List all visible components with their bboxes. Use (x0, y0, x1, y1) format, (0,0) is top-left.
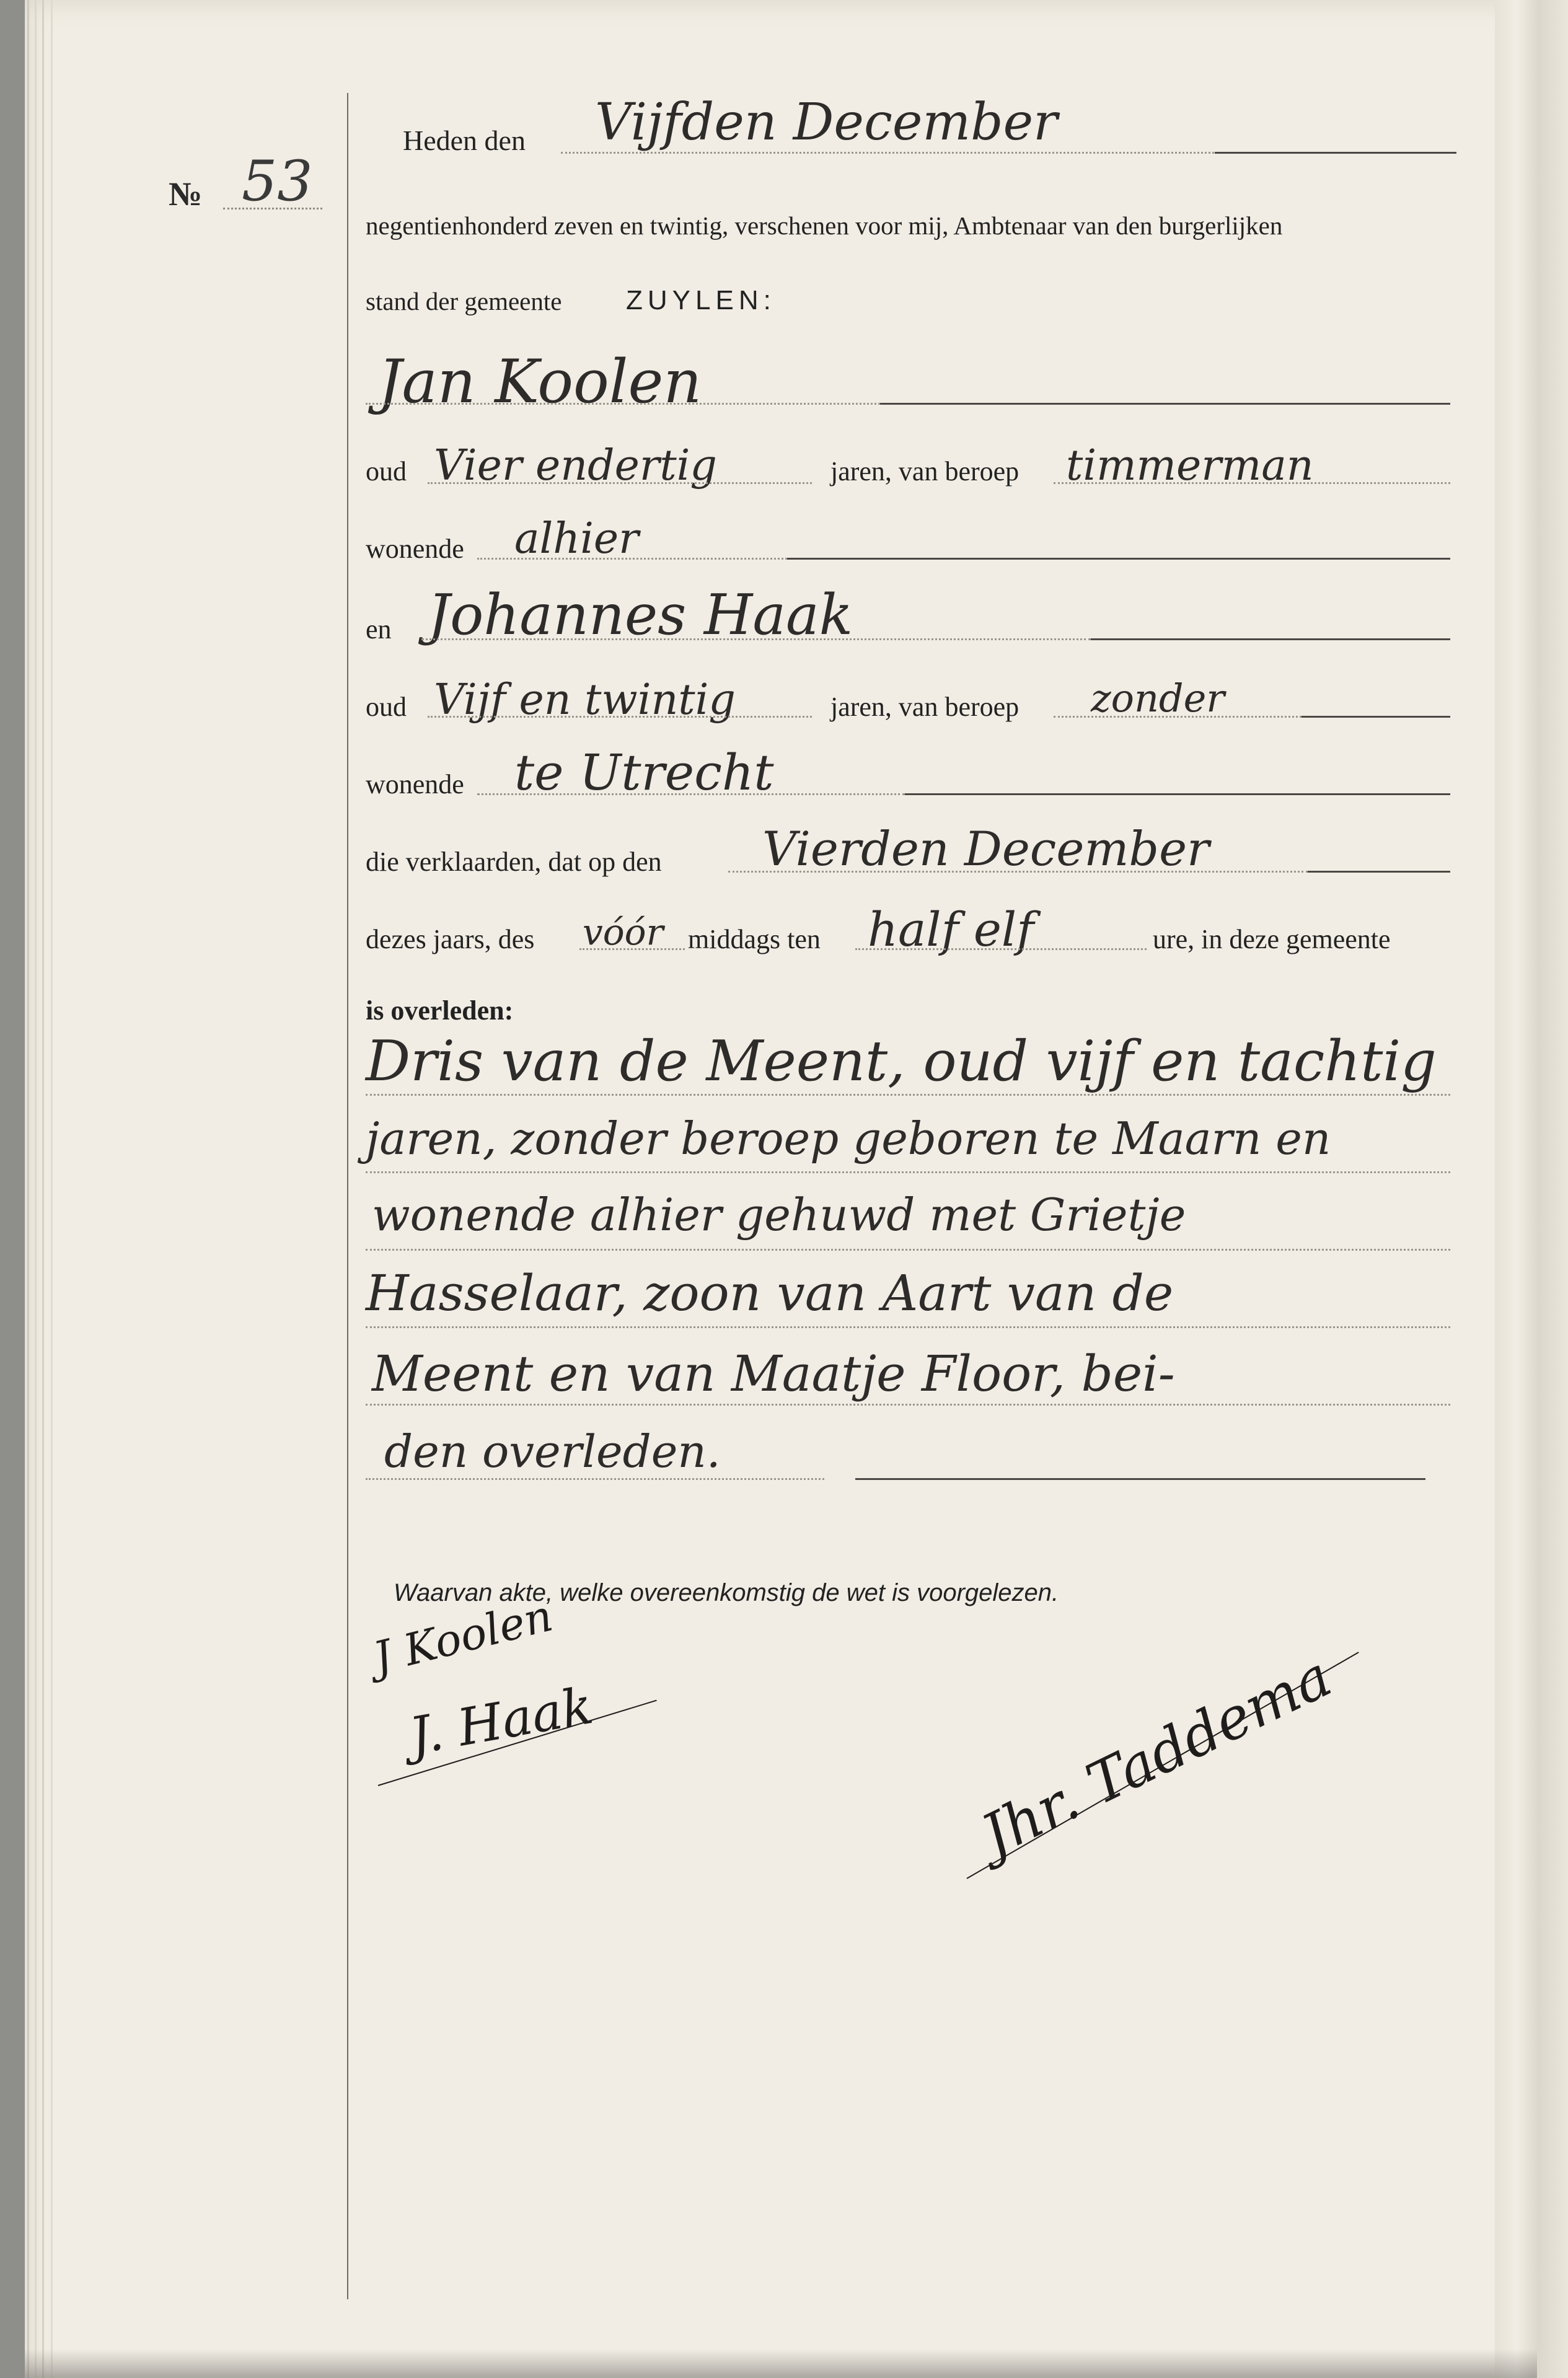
declarant1-age: Vier endertig (434, 441, 717, 490)
oud-label: oud (366, 456, 407, 487)
dotted-line (366, 1094, 1450, 1096)
deceased-line-3: wonende alhier gehuwd met Grietje (372, 1189, 1186, 1241)
declarant2-age: Vijf en twintig (434, 676, 736, 724)
time-of-day: vóór (583, 911, 664, 953)
declarant1-profession: timmerman (1066, 441, 1314, 490)
middags-label: middags ten (688, 924, 821, 954)
page-edge (51, 0, 53, 2378)
page-edge (42, 0, 44, 2378)
heden-label: Heden den (403, 125, 526, 156)
preamble-line (366, 211, 1282, 240)
record-number: 53 (242, 149, 313, 214)
municipality: ZUYLEN: (626, 285, 776, 315)
age2-dotted (428, 716, 812, 718)
signature-koolen: J Koolen (368, 1590, 558, 1684)
stand-label: stand der gemeente (366, 287, 562, 315)
dezes-label: dezes jaars, des (366, 924, 535, 954)
declarant1-residence: alhier (514, 514, 639, 563)
dotted-line (366, 1404, 1450, 1406)
margin-rule (347, 93, 348, 2299)
verklaarden-label: die verklaarden, dat op den (366, 847, 662, 877)
deceased-line-4: Hasselaar, zoon van Aart van de (366, 1264, 1174, 1322)
oud-label-2: oud (366, 692, 407, 722)
res1-dotted (477, 558, 787, 560)
declarant2-name: Johannes Haak (428, 583, 853, 648)
name1-rule (880, 403, 1450, 405)
jaren-label: jaren, van beroep (830, 456, 1020, 487)
age1-dotted (428, 482, 812, 484)
hour-dotted (855, 948, 1147, 950)
deceased-line-2: jaren, zonder beroep geboren te Maarn en (366, 1112, 1331, 1165)
right-page-stack (1495, 0, 1568, 2378)
dotted-line (366, 1171, 1450, 1173)
name1-dotted (366, 403, 880, 405)
bottom-shadow (25, 2349, 1537, 2378)
ure-label: ure, in deze gemeente (1153, 924, 1391, 954)
deathdate-rule (1308, 871, 1450, 873)
number-label: № (169, 175, 203, 213)
closing-statement: Waarvan akte, welke overeenkomstig de wet is voorgelezen. (394, 1579, 1059, 1606)
wonende-label: wonende (366, 534, 464, 564)
preamble-text: negentienhonderd zeven en twintig, verschenen voor mij, Ambtenaar van den burgerlijken (366, 211, 1283, 240)
signature-registrar: Jhr. Taddema (971, 1643, 1342, 1869)
date-written: Vijfden December (595, 93, 1058, 152)
en-label: en (366, 614, 392, 645)
jaren-label-2: jaren, van beroep (830, 692, 1020, 722)
res2-dotted (477, 793, 905, 795)
prof2-dotted (1054, 716, 1302, 718)
dotted-line (366, 1249, 1450, 1251)
deathdate-dotted (728, 871, 1308, 873)
page-edge (35, 0, 37, 2378)
hour: half elf (868, 902, 1034, 957)
number-underline (223, 208, 322, 209)
timeofday-dotted (579, 948, 685, 950)
date-rule (1215, 152, 1456, 154)
page-edge (27, 0, 29, 2378)
declarant1-name: Jan Koolen (378, 347, 702, 416)
signature-haak: J. Haak (405, 1676, 597, 1767)
prof2-rule (1302, 716, 1450, 718)
name2-dotted (421, 638, 1091, 640)
declarant2-profession: zonder (1091, 676, 1225, 721)
deceased-line-1: Dris van de Meent, oud vijf en tachtig (366, 1029, 1437, 1094)
deceased-line-6: den overleden. (384, 1425, 721, 1477)
res1-rule (787, 558, 1450, 560)
closing-rule (855, 1478, 1425, 1480)
overleden-label: is overleden: (366, 995, 514, 1026)
dotted-line (366, 1326, 1450, 1328)
wonende-label-2: wonende (366, 769, 464, 799)
deceased-line-5: Meent en van Maatje Floor, bei- (372, 1345, 1175, 1403)
dotted-line (366, 1478, 824, 1480)
death-date: Vierden December (762, 821, 1210, 876)
prof1-dotted (1054, 482, 1450, 484)
declarant2-residence: te Utrecht (514, 744, 774, 801)
res2-rule (905, 793, 1450, 795)
name2-rule (1091, 638, 1450, 640)
